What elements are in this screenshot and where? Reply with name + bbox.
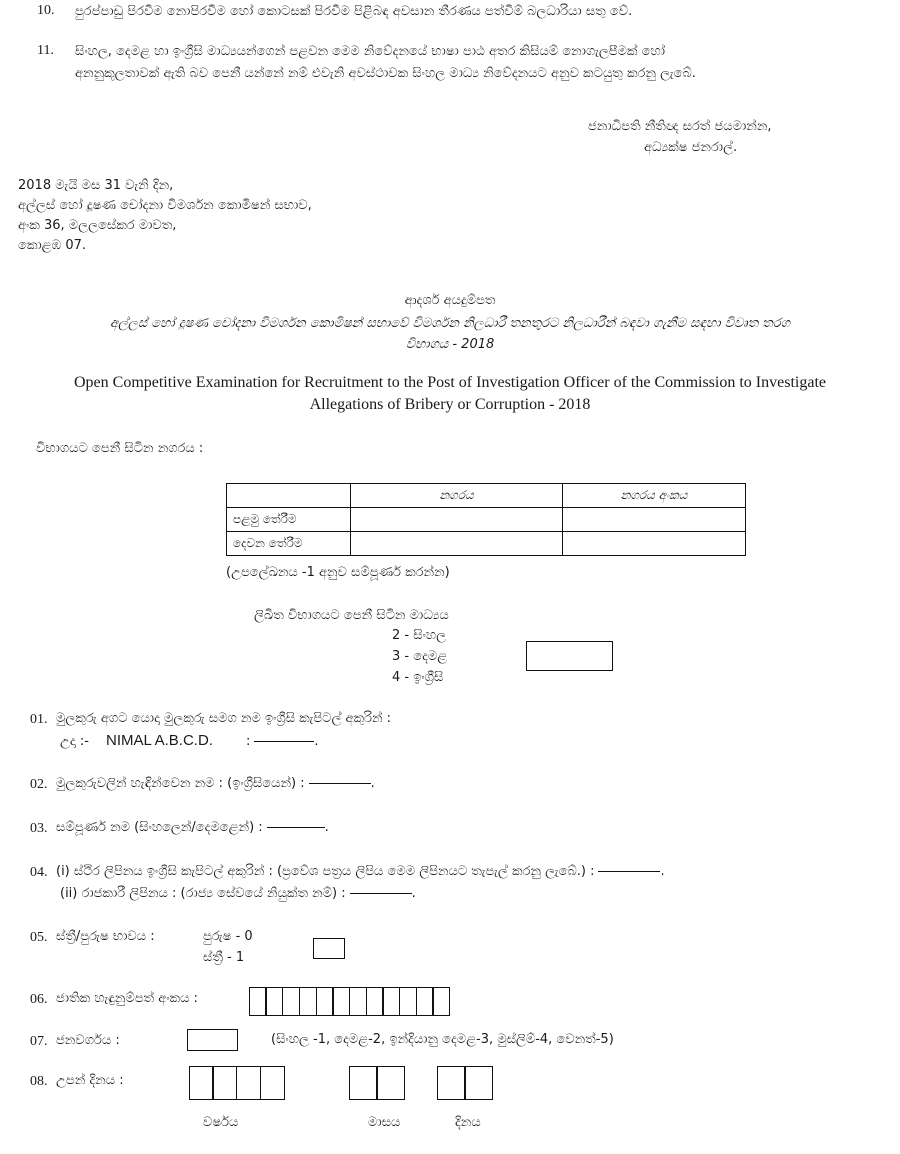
medium-label: ලිඛිත විභාගයට පෙනී සිටින මාධ්‍යය — [254, 608, 449, 623]
table-header-city-number: නගරය අංකය — [563, 484, 746, 508]
table-row-label: පළමු තේරීම — [227, 508, 351, 532]
span — [189, 1066, 214, 1100]
question-number: 07. — [30, 1034, 48, 1049]
q07-label: ජනවර්ගය : — [56, 1033, 120, 1048]
digit-box — [316, 987, 334, 1016]
question-number: 08. — [30, 1074, 48, 1089]
digit-box — [349, 987, 367, 1016]
second-choice-number-field[interactable] — [563, 532, 746, 556]
table-header-blank — [227, 484, 351, 508]
ethnicity-code-box[interactable] — [187, 1029, 238, 1051]
sinhala-title-line1: අල්ලස් හෝ දූෂණ චෝදනා විමර්ශන කොමිෂන් සභාවේ විමර්ශන නිලධාරී තනතුරට නිලධාරීන් බඳවා ගැනීම සඳහා විවෘත තරග — [109, 316, 791, 331]
address-line: අංක 36, මලලසේකර මාවත, — [18, 218, 177, 233]
question-number: 06. — [30, 992, 48, 1007]
digit-box — [432, 987, 450, 1016]
span — [236, 1066, 261, 1100]
span — [212, 1066, 237, 1100]
table-row-label: දෙවන තේරීම — [227, 532, 351, 556]
digit-box — [399, 987, 417, 1016]
q03-answer-line[interactable] — [267, 827, 325, 828]
q04-i-answer-line[interactable] — [598, 871, 660, 872]
clause-number: 11. — [37, 43, 54, 58]
english-title-line2: Allegations of Bribery or Corruption - 2018 — [309, 396, 591, 413]
span — [349, 1066, 378, 1100]
address-line: කොළඹ 07. — [18, 238, 87, 253]
date-line: 2018 මැයි මස 31 වැනි දින, — [18, 178, 174, 193]
dob-month-boxes[interactable] — [350, 1066, 405, 1100]
medium-code-box[interactable] — [526, 641, 613, 671]
q04-i-line — [56, 864, 665, 879]
q05-label: ස්ත්‍රී/පුරුෂ භාවය : — [56, 929, 155, 944]
dob-month-label: මාසය — [368, 1115, 401, 1130]
gender-option: ස්ත්‍රී - 1 — [203, 950, 245, 965]
period: . — [411, 886, 416, 901]
dob-day-label: දිනය — [455, 1115, 481, 1130]
dob-year-boxes[interactable] — [190, 1066, 285, 1100]
english-title-line1: Open Competitive Examination for Recruitment to the Post of Investigation Officer of the Commission to Investigate — [73, 374, 826, 391]
q04-ii-line — [60, 886, 416, 901]
q04-ii-answer-line[interactable] — [350, 893, 412, 894]
clause-number: 10. — [37, 3, 55, 18]
q08-label: උපන් දිනය : — [56, 1073, 124, 1088]
period: . — [314, 734, 319, 749]
gender-option: පුරුෂ - 0 — [203, 929, 253, 944]
digit-box — [382, 987, 400, 1016]
span — [260, 1066, 285, 1100]
sinhala-title-line2: විභාගය - 2018 — [405, 337, 495, 352]
span — [376, 1066, 405, 1100]
question-number: 04. — [30, 865, 48, 880]
q06-label: ජාතික හැඳුනුම්පත් අංකය : — [56, 991, 198, 1006]
digit-box — [366, 987, 384, 1016]
medium-option: 4 - ඉංග්‍රීසි — [392, 670, 444, 685]
medium-option: 3 - දෙමළ — [392, 649, 448, 664]
digit-box — [299, 987, 317, 1016]
model-application-label: ආදර්ශ අයදුම්පත — [404, 293, 496, 308]
q01-example-prefix: උදා :- — [60, 734, 89, 749]
centre-label: විභාගයට පෙනී සිටින නගරය : — [36, 441, 204, 456]
address-line: අල්ලස් හෝ දූෂණ චෝදනා විමර්ශන කොමිෂන් සභාව, — [18, 198, 312, 213]
period: . — [324, 820, 329, 835]
clause-text-line1: සිංහල, දෙමළ හා ඉංග්‍රීසි මාධ්‍යයන්ගෙන් පළවන මෙම නිවේදනයේ භාෂා පාඨ අතර කිසියම් නොගැලපීමක් හෝ — [75, 44, 665, 59]
table-header-city: නගරය — [351, 484, 563, 508]
first-choice-number-field[interactable] — [563, 508, 746, 532]
question-number: 03. — [30, 821, 48, 836]
digit-box — [416, 987, 434, 1016]
gender-code-box[interactable] — [313, 938, 345, 959]
digit-box — [332, 987, 350, 1016]
q01-colon: : — [246, 734, 251, 749]
digit-box — [249, 987, 267, 1016]
q04-ii-label: (ii) රාජකාරී ලිපිනය : (රාජ්‍ය සේවයේ නියුක්ත නම්) : — [60, 886, 346, 901]
period: . — [370, 776, 375, 791]
centre-note: (උපලේඛනය -1 අනුව සම්පූර්ණ කරන්න) — [226, 565, 450, 580]
first-choice-city-field[interactable] — [351, 508, 563, 532]
digit-box — [282, 987, 300, 1016]
ethnicity-options: (සිංහල -1, දෙමළ-2, ඉන්දියානු දෙමළ-3, මුස්ලිම්-4, වෙනත්-5) — [271, 1032, 614, 1047]
span — [464, 1066, 493, 1100]
q01-dash — [254, 741, 314, 742]
digit-box — [265, 987, 283, 1016]
dob-year-label: වර්ෂය — [203, 1115, 239, 1130]
q03-label-line — [56, 820, 329, 835]
period: . — [660, 864, 665, 879]
nic-number-boxes[interactable] — [250, 987, 450, 1016]
clause-text-line2: අනනුකූලතාවක් ඇති බව පෙනී යන්නේ නම් එවැනි අවස්ථාවක සිංහල මාධ්‍ය නිවේදනයට අනුව කටයුතු කරනු ලැබේ. — [75, 66, 696, 81]
q01-label: මුලකුරු අගට යොදා මුලකුරු සමග නම ඉංග්‍රීසි කැපිටල් අකුරින් : — [56, 711, 392, 726]
q02-answer-line[interactable] — [309, 783, 371, 784]
clause-text: පුරප්පාඩු පිරවීම නොපිරවීම හෝ කොටසක් පිරවීම පිළිබඳ අවසාන තීරණය පත්වීම් බලධාරියා සතු වේ. — [75, 4, 633, 19]
signatory-name: ජනාධිපති නීතිඥ සරත් ජයමාන්න, — [588, 119, 772, 134]
medium-option: 2 - සිංහල — [392, 628, 447, 643]
centre-table — [226, 483, 746, 556]
q01-answer-line — [246, 734, 319, 749]
q04-i-label: (i) ස්ථිර ලිපිනය ඉංග්‍රීසි කැපිටල් අකුරින් : (ප්‍රවේශ පත්‍රය ලිපිය මෙම ලිපිනයට තැපැල් කරනු ලැබේ.) : — [56, 864, 595, 879]
signatory-title: අධ්‍යක්ෂ ජනරාල්. — [644, 140, 738, 155]
second-choice-city-field[interactable] — [351, 532, 563, 556]
dob-day-boxes[interactable] — [438, 1066, 493, 1100]
q01-example: NIMAL A.B.C.D. — [106, 732, 213, 749]
q02-label: මුලකුරුවලින් හැඳින්වෙන නම : (ඉංග්‍රීසියෙන්) : — [56, 776, 305, 791]
q02-label-line — [56, 776, 375, 791]
span — [437, 1066, 466, 1100]
question-number: 05. — [30, 930, 48, 945]
question-number: 01. — [30, 712, 48, 727]
question-number: 02. — [30, 777, 48, 792]
q03-label: සම්පූර්ණ නම (සිංහලෙන්/දෙමළෙන්) : — [56, 820, 263, 835]
